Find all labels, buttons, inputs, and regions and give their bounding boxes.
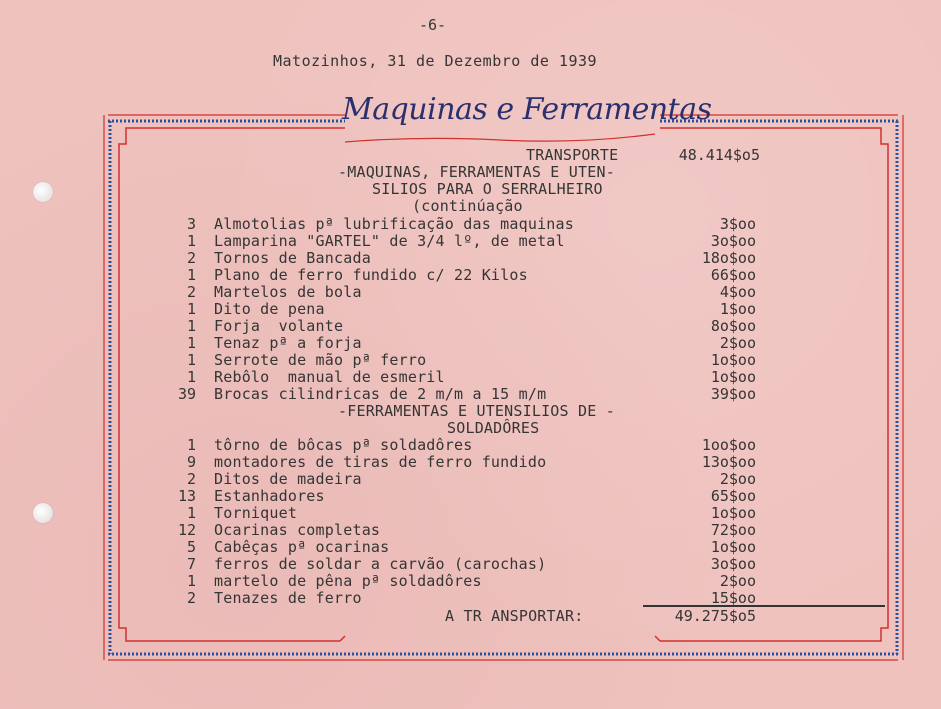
item-desc: Plano de ferro fundido c/ 22 Kilos: [214, 266, 528, 284]
item-qty: 7: [186, 555, 196, 573]
item-desc: Forja volante: [214, 317, 344, 335]
section1-heading-line3: (continúação: [412, 197, 523, 215]
item-amount: 4$oo: [719, 283, 756, 301]
item-amount: 1oo$oo: [701, 436, 756, 454]
item-qty: 3: [186, 215, 196, 233]
item-qty: 2: [186, 589, 196, 607]
footer-amount: 49.275$o5: [674, 607, 756, 625]
item-desc: montadores de tiras de ferro fundido: [214, 453, 547, 471]
item-desc: Serrote de mão pª ferro: [214, 351, 427, 369]
item-desc: Ditos de madeira: [214, 470, 362, 488]
item-qty: 9: [186, 453, 196, 471]
letterhead-brand-title: Maquinas e Ferramentas: [342, 92, 712, 127]
item-amount: 2$oo: [719, 572, 756, 590]
item-amount: 3o$oo: [710, 555, 756, 573]
item-desc: Torniquet: [214, 504, 298, 522]
section2-heading-line2: SOLDADÔRES: [447, 419, 540, 437]
item-qty: 2: [186, 249, 196, 267]
item-amount: 1o$oo: [710, 351, 756, 369]
item-qty: 1: [186, 334, 196, 352]
item-qty: 1: [186, 351, 196, 369]
item-amount: 65$oo: [710, 487, 756, 505]
transporte-label: TRANSPORTE: [526, 146, 619, 164]
section1-heading-line1: -MAQUINAS, FERRAMENTAS E UTEN-: [338, 163, 615, 181]
dateline: Matozinhos, 31 de Dezembro de 1939: [273, 52, 598, 70]
item-desc: Lamparina "GARTEL" de 3/4 lº, de metal: [214, 232, 565, 250]
item-amount: 66$oo: [710, 266, 756, 284]
item-qty: 1: [186, 300, 196, 318]
item-amount: 15$oo: [710, 589, 756, 607]
item-desc: Rebôlo manual de esmeril: [214, 368, 445, 386]
item-desc: Martelos de bola: [214, 283, 362, 301]
item-qty: 1: [186, 232, 196, 250]
item-qty: 5: [186, 538, 196, 556]
item-amount: 8o$oo: [710, 317, 756, 335]
item-amount: 39$oo: [710, 385, 756, 403]
item-amount: 1o$oo: [710, 368, 756, 386]
item-qty: 1: [186, 317, 196, 335]
item-amount: 1$oo: [719, 300, 756, 318]
item-qty: 13: [177, 487, 196, 505]
item-amount: 3$oo: [719, 215, 756, 233]
item-desc: Tenazes de ferro: [214, 589, 362, 607]
item-qty: 12: [177, 521, 196, 539]
item-amount: 2$oo: [719, 470, 756, 488]
item-desc: Cabêças pª ocarinas: [214, 538, 390, 556]
item-desc: Almotolias pª lubrificação das maquinas: [214, 215, 574, 233]
section1-heading-line2: SILIOS PARA O SERRALHEIRO: [372, 180, 603, 198]
item-amount: 1o$oo: [710, 504, 756, 522]
item-desc: Estanhadores: [214, 487, 325, 505]
item-amount: 18o$oo: [701, 249, 756, 267]
item-qty: 2: [186, 283, 196, 301]
item-amount: 3o$oo: [710, 232, 756, 250]
transporte-amount: 48.414$o5: [678, 146, 760, 164]
item-desc: ferros de soldar a carvão (carochas): [214, 555, 547, 573]
item-desc: martelo de pêna pª soldadôres: [214, 572, 482, 590]
item-qty: 1: [186, 436, 196, 454]
item-qty: 1: [186, 368, 196, 386]
page-number: -6-: [419, 16, 447, 34]
item-qty: 2: [186, 470, 196, 488]
item-desc: Dito de pena: [214, 300, 325, 318]
item-qty: 1: [186, 266, 196, 284]
item-qty: 1: [186, 572, 196, 590]
item-qty: 1: [186, 504, 196, 522]
item-amount: 2$oo: [719, 334, 756, 352]
item-amount: 1o$oo: [710, 538, 756, 556]
item-desc: Tenaz pª a forja: [214, 334, 362, 352]
item-amount: 72$oo: [710, 521, 756, 539]
section2-heading-line1: -FERRAMENTAS E UTENSILIOS DE -: [338, 402, 615, 420]
item-desc: Tornos de Bancada: [214, 249, 371, 267]
footer-label: A TR ANSPORTAR:: [445, 607, 584, 625]
item-desc: tôrno de bôcas pª soldadôres: [214, 436, 473, 454]
item-qty: 39: [177, 385, 196, 403]
item-desc: Ocarinas completas: [214, 521, 381, 539]
item-desc: Brocas cilindricas de 2 m/m a 15 m/m: [214, 385, 547, 403]
item-amount: 13o$oo: [701, 453, 756, 471]
